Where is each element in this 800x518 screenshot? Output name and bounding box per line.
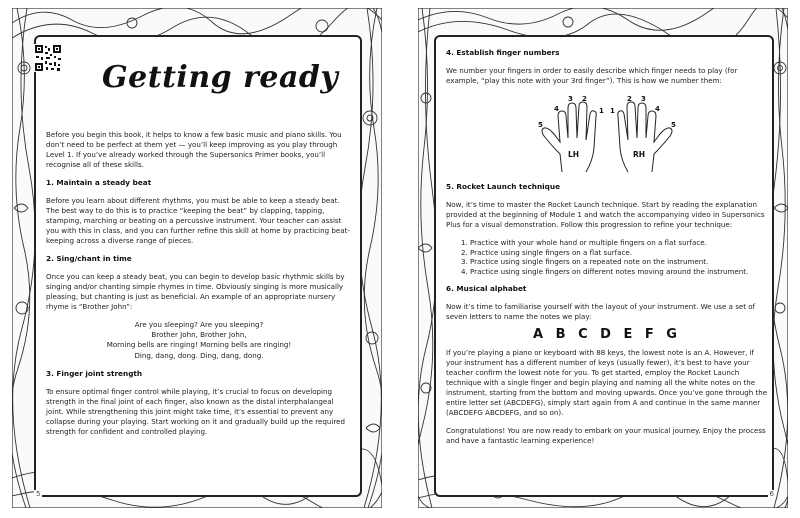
left-page [12, 8, 382, 508]
right-hand-label: RH [633, 150, 646, 159]
section-heading-finger-numbers: 4. Establish finger numbers [446, 48, 560, 57]
finger-number-lh-1: 1 [599, 107, 604, 115]
section-heading-sing-chant: 2. Sing/chant in time [46, 254, 132, 263]
steady-beat-paragraph: Before you learn about different rhythms, you must be able to keep a steady beat. The best way to do this is to practice “keeping the beat” by clapping, tapping, stamping, marching or beating on a percussive instrument. Your teacher can assist you with this in class, and you can further refine this skill at home by practicing beat-keeping across a diverse range of pieces. [46, 196, 350, 245]
page-number: 6 [769, 490, 774, 498]
rhyme-line: Are you sleeping? Are you sleeping? [134, 320, 264, 329]
right-content [446, 48, 768, 454]
finger-number-rh-3: 3 [641, 95, 646, 103]
left-hand-label: LH [568, 150, 580, 159]
finger-number-lh-5: 5 [538, 121, 543, 129]
finger-number-lh-2: 2 [582, 95, 587, 103]
finger-numbers-paragraph: We number your fingers in order to easily describe which finger needs to play (for example, “play this note with your 3rd finger”). This is how we number them: [446, 66, 738, 85]
finger-number-rh-1: 1 [610, 107, 615, 115]
rhyme-line: Ding, dang, dong. Ding, dang, dong. [134, 350, 264, 360]
finger-number-rh-4: 4 [655, 105, 660, 113]
rocket-launch-paragraph: Now, it’s time to master the Rocket Launch technique. Start by reading the explanation provided at the beginning of Module 1 and watch the accompanying video in Supersonics Plus for a visual demonstration. Follow this progression to refine your technique: [446, 200, 765, 229]
hands-outline [502, 94, 712, 174]
rhyme-line: Brother John, Brother John, [151, 330, 247, 340]
rhyme-line: Morning bells are ringing! Morning bells are ringing! [106, 340, 292, 350]
congratulations-paragraph: Congratulations! You are now ready to embark on your musical journey. Enjoy the process and have a fantastic learning experience! [446, 426, 766, 446]
intro-paragraph: Before you begin this book, it helps to know a few basic music and piano skills. You don’t need to be perfect at them yet — you’ll keep improving as you play through Level 1. If you’ve already worked through the Supersonics Primer books, you’ll recognise all of these skills. [46, 130, 342, 169]
lowest-note-paragraph: If you’re playing a piano or keyboard with 88 keys, the lowest note is an A. However, if your instrument has a different number of keys (usually fewer), it’s best to have your teacher confirm the lowest note for you. To get started, employ the Rocket Launch technique with a single finger and begin playing and naming all the white notes on the instrument, starting from the bottom and moving upwards. Once you’ve gone through the entire letter set (ABCDEFG), simply start again from A and continue in the same manner (ABCDEFG ABCDEFG, and so on). [446, 348, 768, 418]
note-letters: A B C D E F G [533, 327, 681, 343]
section-heading-steady-beat: 1. Maintain a steady beat [46, 178, 152, 187]
section-heading-finger-strength: 3. Finger joint strength [46, 368, 143, 378]
nursery-rhyme [46, 320, 352, 361]
technique-steps-list [446, 238, 768, 276]
page-number: 5 [36, 490, 41, 498]
qr-code-icon[interactable] [34, 44, 62, 72]
finger-number-lh-4: 4 [554, 105, 559, 113]
musical-alphabet-paragraph: Now it’s time to familiarise yourself with the layout of your instrument. We use a set of seven letters to name the notes we play: [446, 302, 756, 322]
page-title: Getting ready [102, 60, 339, 95]
list-item: 3. Practice using single fingers on a repeated note on the instrument. [470, 257, 768, 267]
list-item: 4. Practice using single fingers on different notes moving around the instrument. [470, 267, 768, 277]
list-item: 1. Practice with your whole hand or multiple fingers on a flat surface. [470, 238, 768, 248]
finger-number-rh-2: 2 [627, 95, 632, 103]
section-heading-rocket-launch: 5. Rocket Launch technique [446, 182, 561, 191]
finger-strength-paragraph: To ensure optimal finger control while playing, it’s crucial to focus on developing strength in the final joint of each finger, also known as the distal interphalangeal joint. While strengthening this joint might take time, it’s essential to prevent any collapse during your playing. Start working on it and gradually build up the required strength for confident and controlled playing. [46, 386, 345, 436]
sing-chant-paragraph: Once you can keep a steady beat, you can begin to develop basic rhythmic skills by singing and/or chanting simple rhymes in time. Obviously singing is more musically pleasing, but chanting is just as beneficial. An example of an appropriate nursery rhyme is “Brother John”: [46, 272, 345, 311]
finger-number-lh-3: 3 [568, 95, 573, 103]
hands-diagram [502, 94, 712, 174]
finger-number-rh-5: 5 [671, 121, 676, 129]
right-page [418, 8, 788, 508]
list-item: 2. Practice using single fingers on a flat surface. [470, 248, 768, 258]
section-heading-musical-alphabet: 6. Musical alphabet [446, 284, 527, 294]
left-content [46, 130, 352, 445]
